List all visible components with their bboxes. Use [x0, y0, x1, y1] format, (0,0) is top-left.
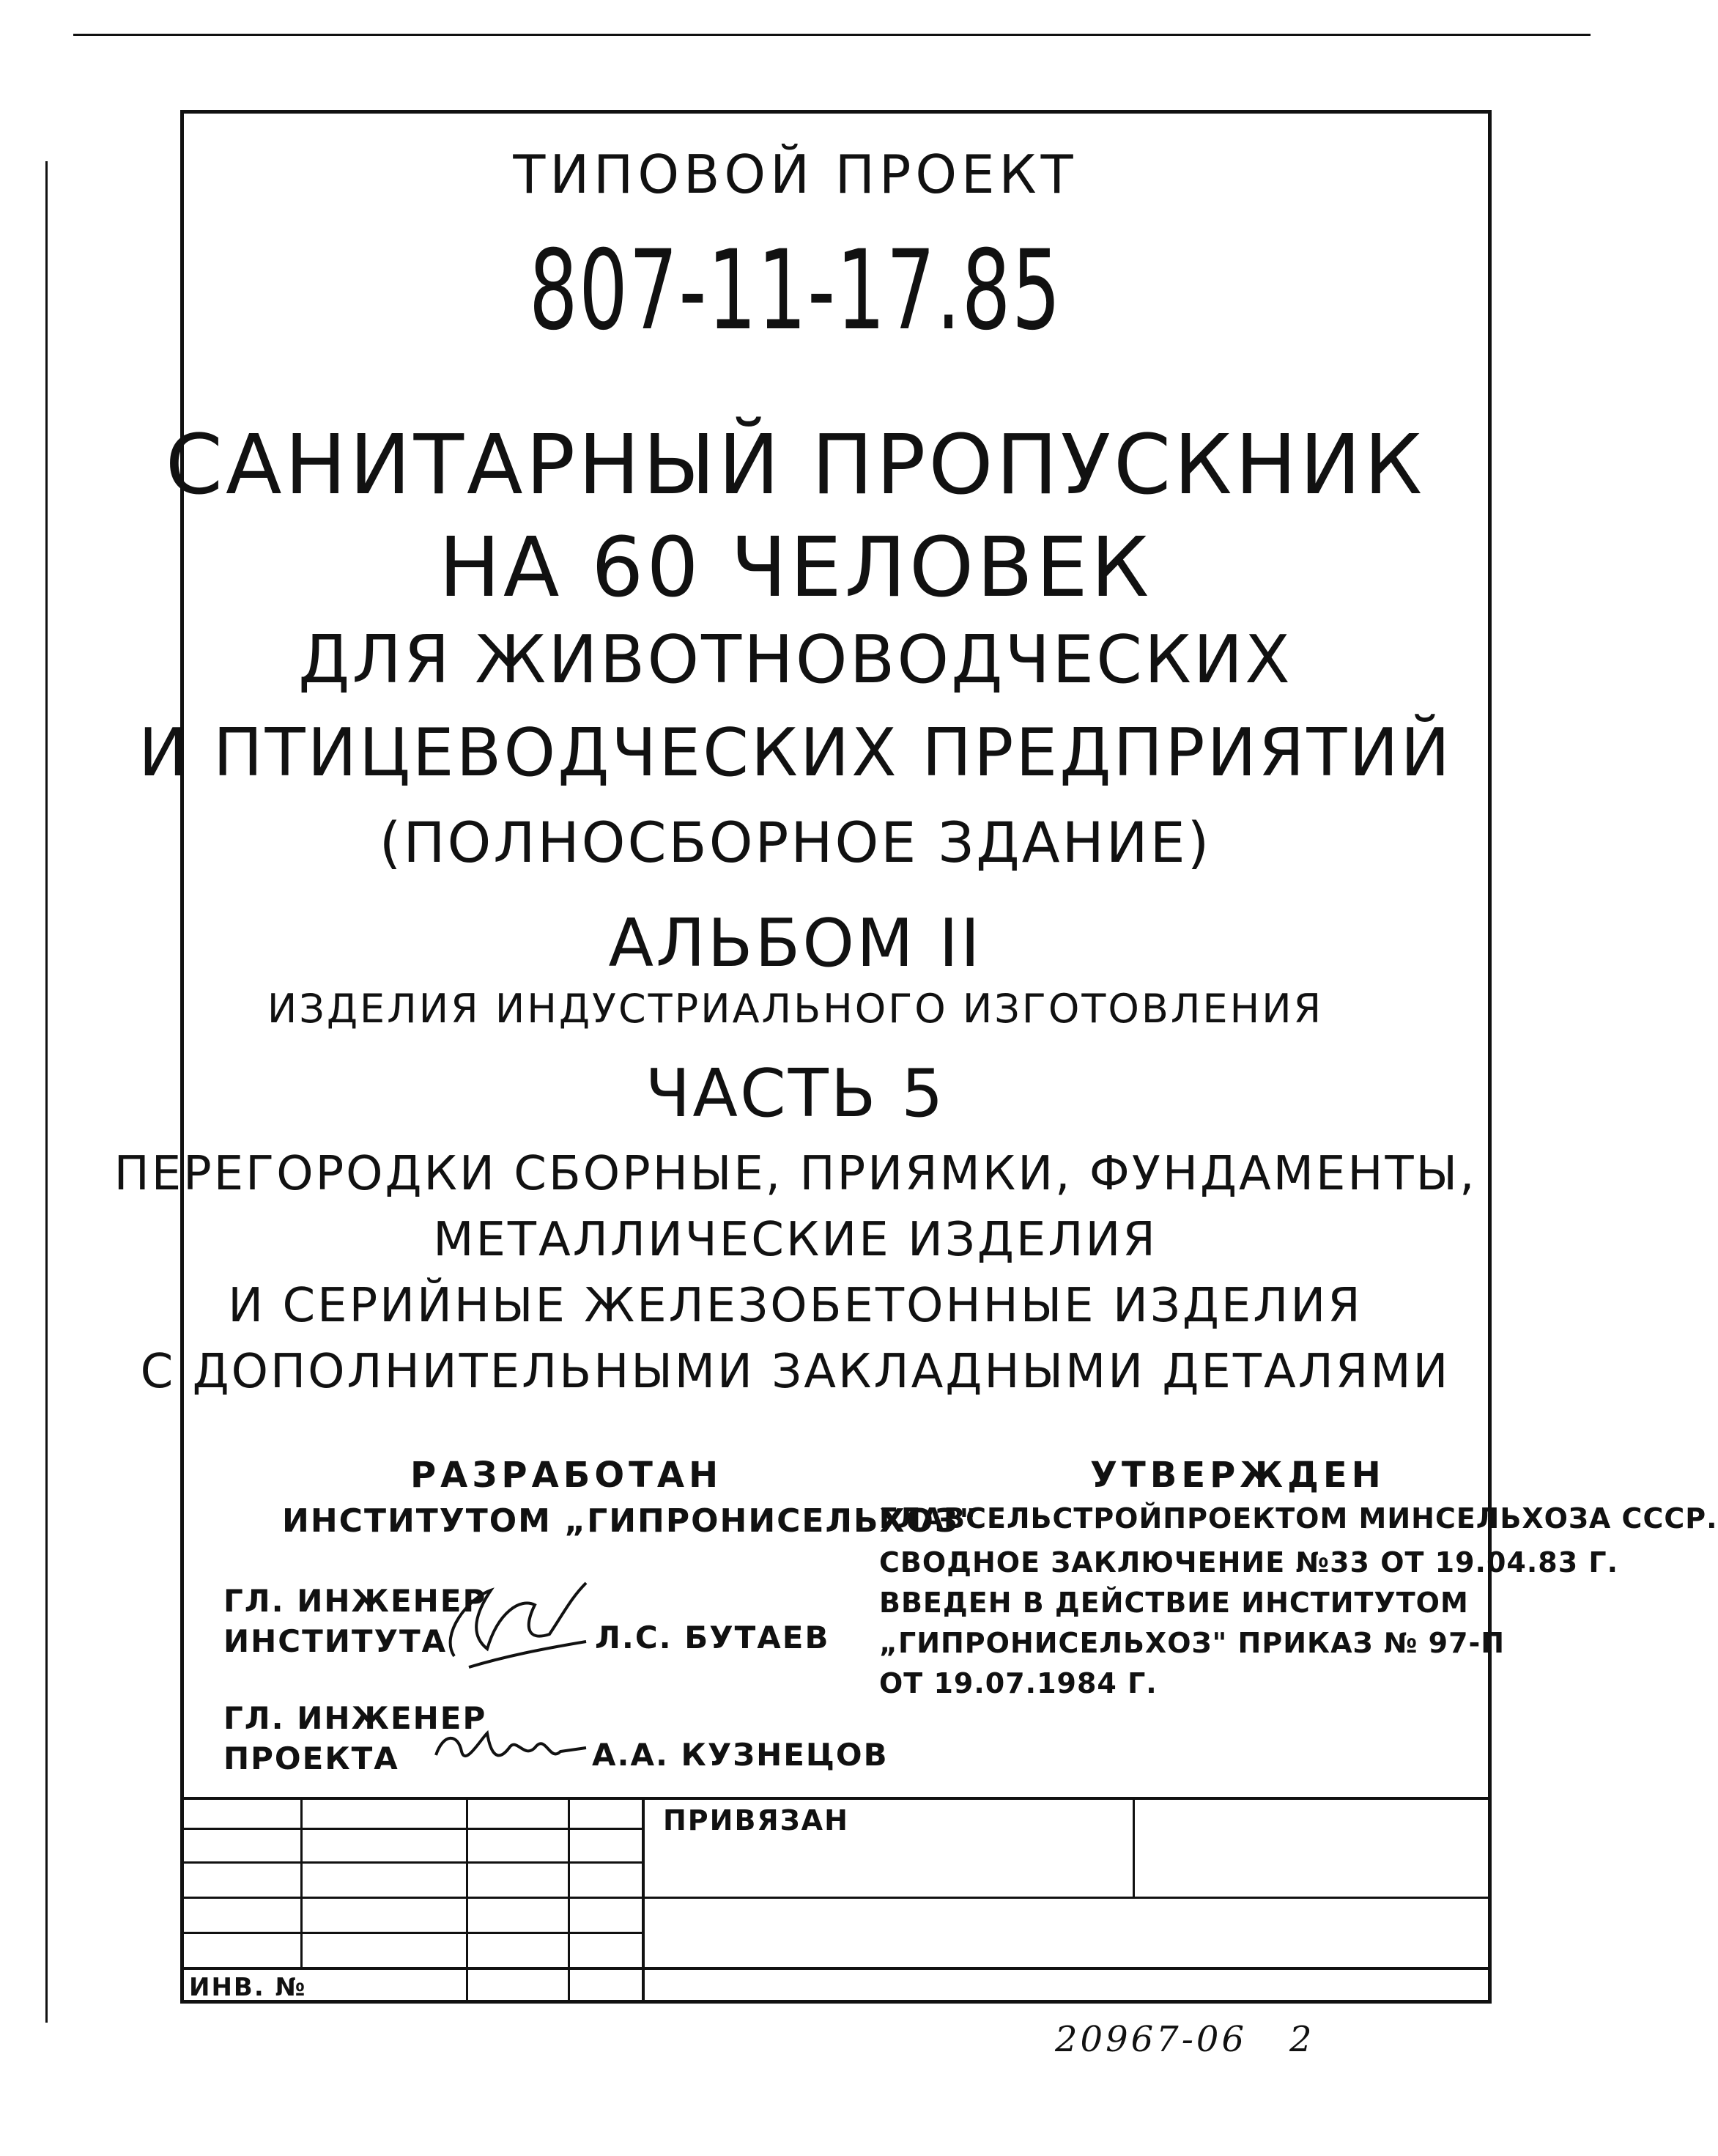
chief2-role-b: ПРОЕКТА	[223, 1740, 399, 1776]
project-code: 807-11-17.85	[528, 227, 1062, 355]
developed-by: ИНСТИТУТОМ „ГИПРОНИСЕЛЬХОЗ"	[282, 1502, 978, 1540]
approved-line-3: ВВЕДЕН В ДЕЙСТВИЕ ИНСТИТУТОМ	[879, 1587, 1469, 1619]
signature-kuznetsov	[429, 1718, 590, 1777]
title-line-4: И ПТИЦЕВОДЧЕСКИХ ПРЕДПРИЯТИЙ	[138, 715, 1452, 791]
stamp-row-line-4	[180, 1932, 643, 1934]
stamp-row-line-1	[180, 1828, 643, 1830]
part-line-1: ПЕРЕГОРОДКИ СБОРНЫЕ, ПРИЯМКИ, ФУНДАМЕНТЫ,	[114, 1147, 1477, 1201]
chief2-name: А.А. КУЗНЕЦОВ	[592, 1737, 889, 1773]
stamp-row-line-3	[180, 1897, 1492, 1899]
chief1-name: Л.С. БУТАЕВ	[595, 1620, 830, 1655]
stamp-tied-label: ПРИВЯЗАН	[663, 1804, 849, 1836]
chief1-role-a: ГЛ. ИНЖЕНЕР	[223, 1583, 487, 1619]
part-line-2: МЕТАЛЛИЧЕСКИЕ ИЗДЕЛИЯ	[433, 1213, 1158, 1267]
stamp-row-line-2	[180, 1861, 643, 1864]
part-label: ЧАСТЬ 5	[645, 1055, 946, 1132]
stamp-inv-label: ИНВ. №	[189, 1973, 307, 2002]
footer-sheet: 2	[1289, 2019, 1312, 2060]
stamp-row-line-5	[180, 1967, 1492, 1970]
approved-line-2: СВОДНОЕ ЗАКЛЮЧЕНИЕ №33 ОТ 19.04.83 Г.	[879, 1546, 1619, 1579]
stamp-top-line	[180, 1797, 1492, 1800]
stamp-col-line-3	[568, 1797, 570, 2004]
stamp-col-line-4	[642, 1797, 645, 2004]
approved-line-4: „ГИПРОНИСЕЛЬХОЗ" ПРИКАЗ № 97-П	[879, 1627, 1506, 1659]
part-line-4: С ДОПОЛНИТЕЛЬНЫМИ ЗАКЛАДНЫМИ ДЕТАЛЯМИ	[140, 1345, 1451, 1399]
stamp-col-line-2	[466, 1797, 468, 2004]
chief1-role-b: ИНСТИТУТА	[223, 1623, 448, 1659]
title-line-3: ДЛЯ ЖИВОТНОВОДЧЕСКИХ	[298, 621, 1292, 698]
album-subtitle: ИЗДЕЛИЯ ИНДУСТРИАЛЬНОГО ИЗГОТОВЛЕНИЯ	[267, 986, 1324, 1032]
approved-line-1: ГЛАВСЕЛЬСТРОЙПРОЕКТОМ МИНСЕЛЬХОЗА СССР.	[879, 1502, 1718, 1535]
title-line-5: (ПОЛНОСБОРНОЕ ЗДАНИЕ)	[379, 810, 1212, 875]
stamp-col-line-1	[300, 1797, 303, 1967]
title-line-2: НА 60 ЧЕЛОВЕК	[438, 520, 1152, 616]
approved-line-5: ОТ 19.07.1984 Г.	[879, 1667, 1158, 1699]
signature-butaev	[425, 1568, 593, 1678]
part-line-3: И СЕРИЙНЫЕ ЖЕЛЕЗОБЕТОННЫЕ ИЗДЕЛИЯ	[228, 1279, 1363, 1333]
top-rule	[73, 34, 1591, 36]
developed-heading: РАЗРАБОТАН	[410, 1455, 723, 1496]
stamp-col-line-5	[1133, 1797, 1135, 1897]
header-label: ТИПОВОЙ ПРОЕКТ	[513, 144, 1078, 205]
approved-heading: УТВЕРЖДЕН	[1090, 1455, 1385, 1496]
footer-number: 20967-06	[1055, 2019, 1247, 2060]
chief2-role-a: ГЛ. ИНЖЕНЕР	[223, 1700, 487, 1736]
album-label: АЛЬБОМ II	[608, 905, 982, 982]
title-line-1: САНИТАРНЫЙ ПРОПУСКНИК	[165, 418, 1426, 513]
